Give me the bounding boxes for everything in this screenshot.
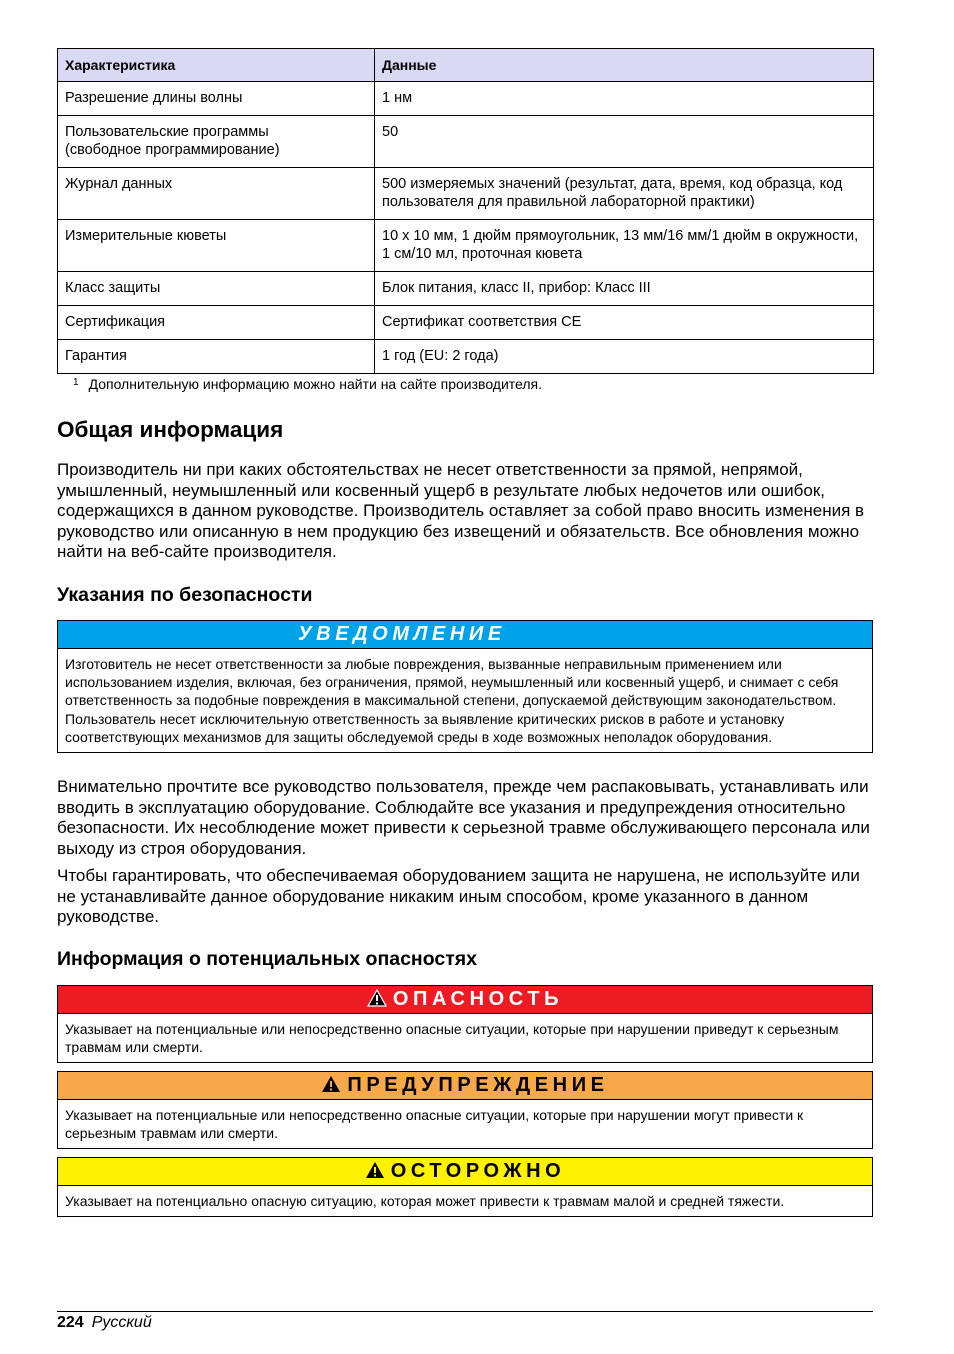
table-cell: 500 измеряемых значений (результат, дата, время, код образца, код пользователя для правильной лабораторной практики) [375, 168, 874, 220]
table-row [58, 116, 874, 168]
general-paragraph: Производитель ни при каких обстоятельствах не несет ответственности за прямой, непрямой, умышленный, неумышленный или косвенный ущерб в результате любых недочетов или ошибок, содержащихся в данном руководстве. Производитель оставляет за собой право вносить изменения в руководство или описанную в нем продукцию без извещений и обязательств. Все обновления можно найти на веб-сайте производителя. [57, 460, 865, 561]
table-row [58, 220, 874, 272]
warning-triangle-icon [321, 1075, 341, 1093]
table-cell: Класс защиты [58, 272, 375, 306]
table-header-row [58, 49, 874, 82]
danger-text: Указывает на потенциальные или непосредственно опасные ситуации, которые при нарушении приведут к серьезным травмам или смерти. [65, 1021, 839, 1056]
page-number: 224 [57, 1314, 84, 1331]
table-cell: 1 нм [375, 82, 874, 116]
safety-paragraph-1: Внимательно прочтите все руководство пользователя, прежде чем распаковывать, устанавливать или вводить в эксплуатацию оборудование. Соблюдайте все указания и предупреждения относительно безопасности. Их несоблюдение может привести к серьезной травме обслуживающего персонала или выходу из строя оборудования. [57, 777, 870, 858]
table-row [58, 306, 874, 340]
section-title-hazards: Информация о потенциальных опасностях [57, 948, 477, 970]
caution-header [58, 1158, 872, 1186]
notice-text: Изготовитель не несет ответственности за любые повреждения, вызванные неправильным применением или использованием изделия, включая, без ограничения, прямой, неумышленный или косвенный ущерб, и снимает с себя ответственность за подобные повреждения в максимальной степени, допускаемой действующим законодательством. Пользователь несет исключительную ответственность за выявление критических рисков в работе и установку соответствующих механизмов для защиты обследуемой среды в ходе возможных неполадок оборудования. [65, 656, 839, 745]
table-cell: 1 год (EU: 2 года) [375, 340, 874, 374]
table-row [58, 168, 874, 220]
section-title-safety: Указания по безопасности [57, 584, 313, 606]
danger-box [57, 985, 873, 1063]
safety-paragraph-2: Чтобы гарантировать, что обеспечиваемая оборудованием защита не нарушена, не используйте или не устанавливайте данное оборудование никаким иным способом, кроме указанного в данном руководстве. [57, 866, 860, 926]
section-title-general: Общая информация [57, 417, 284, 442]
footer-language: Русский [91, 1314, 152, 1331]
warning-header [58, 1072, 872, 1100]
table-row [58, 82, 874, 116]
table-row [58, 272, 874, 306]
footnote-text: Дополнительную информацию можно найти на сайте производителя. [88, 376, 542, 392]
caution-text: Указывает на потенциально опасную ситуацию, которая может привести к травмам малой и средней тяжести. [65, 1193, 785, 1209]
table-cell: Измерительные кюветы [58, 220, 375, 272]
warning-text: Указывает на потенциальные или непосредственно опасные ситуации, которые при нарушении могут привести к серьезным травмам или смерти. [65, 1107, 804, 1142]
table-cell: 10 x 10 мм, 1 дюйм прямоугольник, 13 мм/16 мм/1 дюйм в окружности, 1 см/10 мл, проточная кювета [375, 220, 874, 272]
caution-label: ОСТОРОЖНО [390, 1160, 566, 1182]
danger-header [58, 986, 872, 1014]
column-header-characteristic: Характеристика [58, 49, 375, 82]
warning-triangle-icon [365, 1161, 385, 1179]
footnote-mark: 1 [73, 377, 79, 388]
table-footnote [73, 375, 542, 396]
table-cell: Сертификация [58, 306, 375, 340]
column-header-data: Данные [375, 49, 874, 82]
table-cell: Гарантия [58, 340, 375, 374]
notice-label: УВЕДОМЛЕНИЕ [58, 621, 872, 649]
table-row [58, 340, 874, 374]
table-cell: Пользовательские программы (свободное программирование) [58, 116, 375, 168]
table-cell: Разрешение длины волны [58, 82, 375, 116]
footer-divider [57, 1311, 873, 1312]
table-cell: Журнал данных [58, 168, 375, 220]
specifications-table [57, 48, 874, 374]
danger-label: ОПАСНОСТЬ [392, 988, 564, 1010]
table-cell: 50 [375, 116, 874, 168]
notice-box [57, 620, 873, 753]
warning-triangle-icon [367, 989, 387, 1007]
table-cell: Сертификат соответствия CE [375, 306, 874, 340]
warning-label: ПРЕДУПРЕЖДЕНИЕ [347, 1074, 609, 1096]
page-footer [57, 1313, 152, 1333]
table-cell: Блок питания, класс II, прибор: Класс III [375, 272, 874, 306]
caution-box [57, 1157, 873, 1217]
warning-box [57, 1071, 873, 1149]
